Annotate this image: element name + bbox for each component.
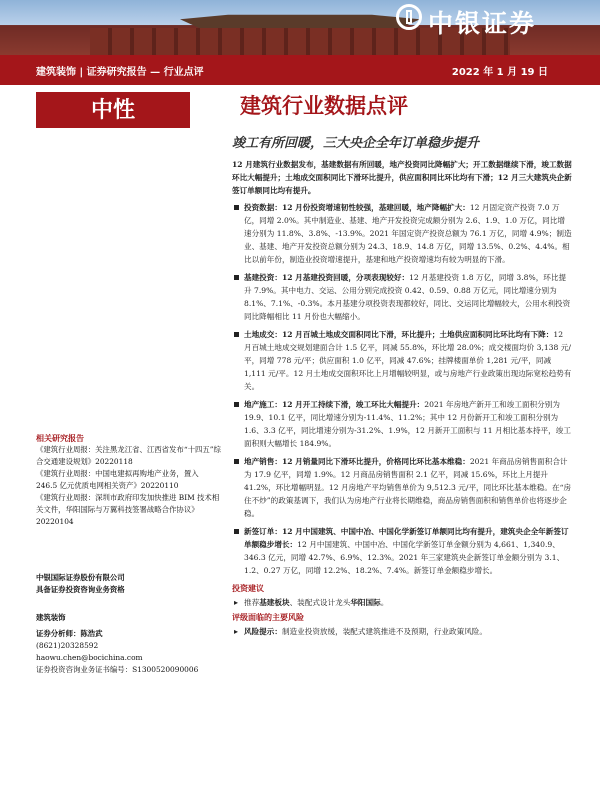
invest-mid: 、装配式设计龙头 <box>289 598 351 607</box>
bullet-lead: 新签订单：12 月中国建筑、中国中冶、中国化学新签订单额同比均有提升，建筑央企全年新签订单额稳步增长： <box>244 527 569 549</box>
bullet-lead: 土地成交：12 月百城土地成交面积同比下滑，环比提升；土地供应面积同比环比均有下降： <box>244 330 554 339</box>
risk-title: 评级面临的主要风险 <box>232 612 304 622</box>
bullet-text: 12 月固定资产投资 7.0 万亿，同增 2.0%。其中制造业、基建、地产开发投资完成额分别为 2.6、1.9、1.0 万亿，同比增速分别为 11.8%、3.8%、-13.9%。2021 年国定资产投资总额为 76.1 万亿，同增 4.9%；制造业、基建、地产开发投资总额分别为 24.3、18.9、14.8 万亿，同增 13.5%、0.2%、4.4%。相比以前年份，制造业投资增速提升，基建和地产投资增速均有较为明显的下滑。 <box>244 203 572 264</box>
risk-text: 制造业投资放缓，装配式建筑推进不及预期，行业政策风险。 <box>281 627 487 636</box>
related-report-item[interactable]: 《建筑行业周报：关注黑龙江省、江西省发布“十四五”综合交通建设规划》20220118 <box>36 445 221 466</box>
related-report-item[interactable]: 《建筑行业周报：深圳市政府印发加快推进 BIM 技术相关文件，华阳国际与万翼科技签署战略合作协议》20220104 <box>36 493 220 526</box>
invest-tail: 。 <box>380 598 389 607</box>
bullet-lead: 基建投资：12 月基建投资回暖，分项表现较好： <box>244 273 410 282</box>
bullet-text: 2021 年商品房销售面积合计为 17.9 亿平，同增 1.9%。12 月商品房销售面积 2.1 亿平，同减 15.6%，环比上月提升 41.2%，环比增幅明显。12 月房地产平均销售单价为 9,512.3 元/平，同比环比基本维稳。在“房住不炒”的政策基调下，我们认为房地产行业将长期维稳，商品房销售面积和销售单价也将逐步企稳。 <box>244 457 572 518</box>
report-body <box>232 158 572 640</box>
analyst-cert: 证券投资咨询业务证书编号：S1300520090006 <box>36 665 199 674</box>
sector-label: 建筑装饰 <box>36 613 66 622</box>
report-date: 2022 年 1 月 19 日 <box>451 67 548 78</box>
bullet-sales <box>232 455 572 520</box>
bullet-lead: 投资数据：12 月份投资增速韧性较强，基建回暖，地产降幅扩大： <box>244 203 470 212</box>
invest-lead-2: 华阳国际 <box>350 598 381 607</box>
breadcrumb: 建筑装饰 | 证券研究报告 — 行业点评 <box>36 67 204 78</box>
analyst-email[interactable]: haowu.chen@bocichina.com <box>36 653 143 662</box>
bullet-construction <box>232 398 572 450</box>
bullet-text: 12 月中国建筑、中国中冶、中国化学新签订单金额分别为 4,661、1,340.9、346.3 亿元，同增 42.7%、6.9%、12.3%。2021 年三家建筑央企新签订单金额分别为 3.1、1.2、0.27 万亿，同增 12.2%、18.2%、7.4%。新签订单金额稳步增长。 <box>244 540 565 575</box>
bullet-lead: 地产销售：12 月销量同比下滑环比提升，价格同比环比基本维稳： <box>244 457 470 466</box>
invest-lead: 基建板块 <box>259 598 290 607</box>
page-title: 建筑行业数据点评 <box>240 94 408 118</box>
bank-logo-icon <box>396 4 422 30</box>
invest-advice-title: 投资建议 <box>232 583 264 593</box>
company-info: 中银国际证券股份有限公司 具备证券投资咨询业务资格 <box>36 573 125 594</box>
related-report-item[interactable]: 《建筑行业周报：中国电建拟再购地产业务，置入 246.5 亿元优质电网相关资产》20220110 <box>36 469 199 490</box>
brand-logo-text: 中银证券 <box>428 9 537 38</box>
bullet-text: 12 月基建投资 1.8 万亿，同增 3.8%，环比提升 7.9%。其中电力、交运、公用分别完成投资 0.42、0.59、0.88 万亿元，同比增速分别为 8.1%、7.1%、-0.3%。本月基建分项投资表现都较好，同比、交运同比增幅较大，公用水利投资同比降幅相比 11 月份也大幅缩小。 <box>244 273 571 321</box>
bullet-lead: 地产施工：12 月开工持续下滑，竣工环比大幅提升： <box>244 400 425 409</box>
risk-lead: 风险提示： <box>244 627 282 636</box>
bullet-land <box>232 328 572 393</box>
bullet-orders <box>232 525 572 577</box>
palace-roof-illustration <box>180 6 420 28</box>
bullet-text: 2021 年房地产新开工和竣工面积分别为 19.9、10.1 亿平，同比增速分别为-11.4%、11.2%；其中 12 月份新开工和竣工面积分别为 1.6、3.3 亿平，同比增速分别为-31.2%、1.9%，12 月新开工面积与 11 月相比基本持平，竣工面积则大幅增长 184.9%。 <box>244 400 571 448</box>
related-reports <box>36 432 222 528</box>
bullet-investment <box>232 201 572 266</box>
rating-badge: 中性 <box>36 92 190 128</box>
bullet-text: 12 月百城土地成交规划建面合计 1.5 亿平，同减 55.8%，环比增 28.0%；成交楼面均价 3,138 元/平，同增 778 元/平；供应面积 1.0 亿平，同减 47.6%；挂牌楼面单价 1,281 元/平，同减 1,111 元/平。12 月土地成交面积环比上月增幅较明显，或与房地产行业政策出现边际宽松趋势有关。 <box>244 330 572 391</box>
analyst-phone: (8621)20328592 <box>36 641 99 650</box>
related-reports-title: 相关研究报告 <box>36 433 84 443</box>
analyst-name: 证券分析师：陈浩武 <box>36 629 103 638</box>
header-banner <box>0 0 600 55</box>
analyst-block <box>36 612 222 676</box>
header-info-bar <box>0 55 600 85</box>
page-subtitle: 竣工有所回暖，三大央企全年订单稳步提升 <box>232 136 480 151</box>
risk-item <box>232 625 572 638</box>
invest-prefix: 推荐 <box>244 598 260 607</box>
report-summary: 12 月建筑行业数据发布，基建数据有所回暖，地产投资同比降幅扩大；开工数据继续下滑，竣工数据环比大幅提升；土地成交面积同比下滑环比提升，供应面积同比环比均有下滑；12 月三大建筑央企新签订单额同比均有提升。 <box>232 160 572 195</box>
bullet-infrastructure <box>232 271 572 323</box>
invest-advice-item <box>232 596 572 609</box>
